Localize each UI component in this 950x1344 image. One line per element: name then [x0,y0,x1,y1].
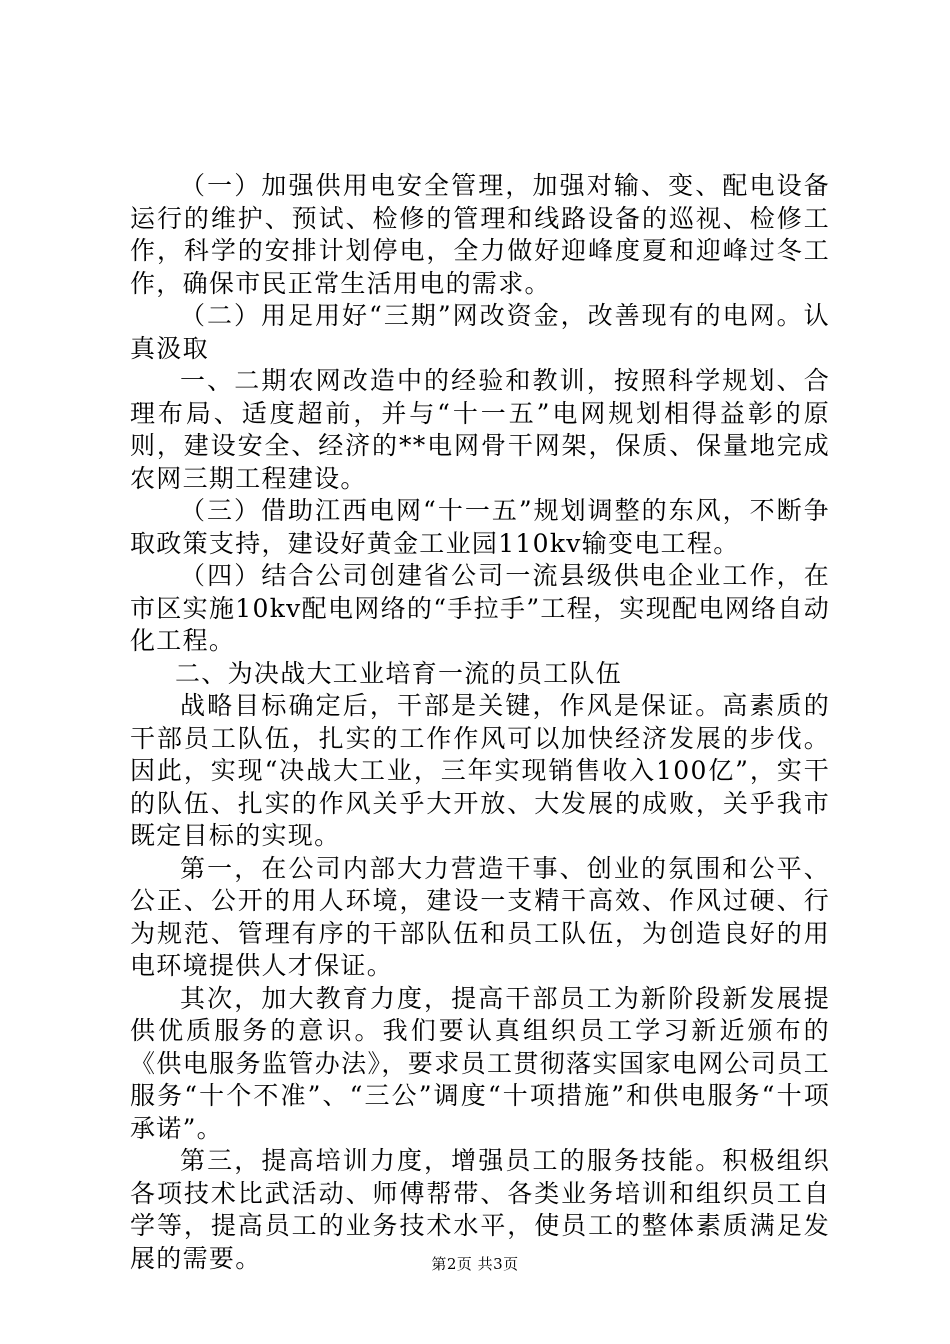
paragraph-third: 第三，提高培训力度，增强员工的服务技能。积极组织各项技术比武活动、师傅帮带、各类业务培训和组织员工自学等，提高员工的业务技术水平，使员工的整体素质满足发展的需要。 [130,1146,830,1273]
section-heading-staff: 二、为决战大工业培育一流的员工队伍 [175,658,623,688]
document-body [130,170,830,1275]
paragraph-section-3: （三）借助江西电网“十一五”规划调整的东风，不断争取政策支持，建设好黄金工业园110kv输变电工程。 [130,496,830,558]
paragraph-second: 其次，加大教育力度，提高干部员工为新阶段新发展提供优质服务的意识。我们要认真组织员工学习新近颁布的《供电服务监管办法》，要求员工贯彻落实国家电网公司员工服务“十个不准”、“三公”调度“十项措施”和供电服务“十项承诺”。 [130,983,830,1143]
paragraph-strategy: 战略目标确定后，干部是关键，作风是保证。高素质的干部员工队伍，扎实的工作作风可以加快经济发展的步伐。因此，实现“决战大工业，三年实现销售收入100亿”，实干的队伍、扎实的作风关乎大开放、大发展的成败，关乎我市既定目标的实现。 [130,691,830,850]
paragraph-first: 第一，在公司内部大力营造干事、创业的氛围和公平、公正、公开的用人环境，建设一支精干高效、作风过硬、行为规范、管理有序的干部队伍和员工队伍，为创造良好的用电环境提供人才保证。 [130,853,830,980]
paragraph-section-1: （一）加强供用电安全管理，加强对输、变、配电设备运行的维护、预试、检修的管理和线路设备的巡视、检修工作，科学的安排计划停电，全力做好迎峰度夏和迎峰过冬工作，确保市民正常生活用电的需求。 [130,171,830,298]
paragraph-section-2: （二）用足用好“三期”网改资金，改善现有的电网。认真汲取 [130,301,830,363]
paragraph-section-4: （四）结合公司创建省公司一流县级供电企业工作，在市区实施10kv配电网络的“手拉手”工程，实现配电网络自动化工程。 [130,561,830,655]
paragraph-section-2-continued: 一、二期农网改造中的经验和教训，按照科学规划、合理布局、适度超前，并与“十一五”电网规划相得益彰的原则，建设安全、经济的**电网骨干网架，保质、保量地完成农网三期工程建设。 [130,366,830,493]
page-number-footer: 第2页 共3页 [431,1255,519,1273]
